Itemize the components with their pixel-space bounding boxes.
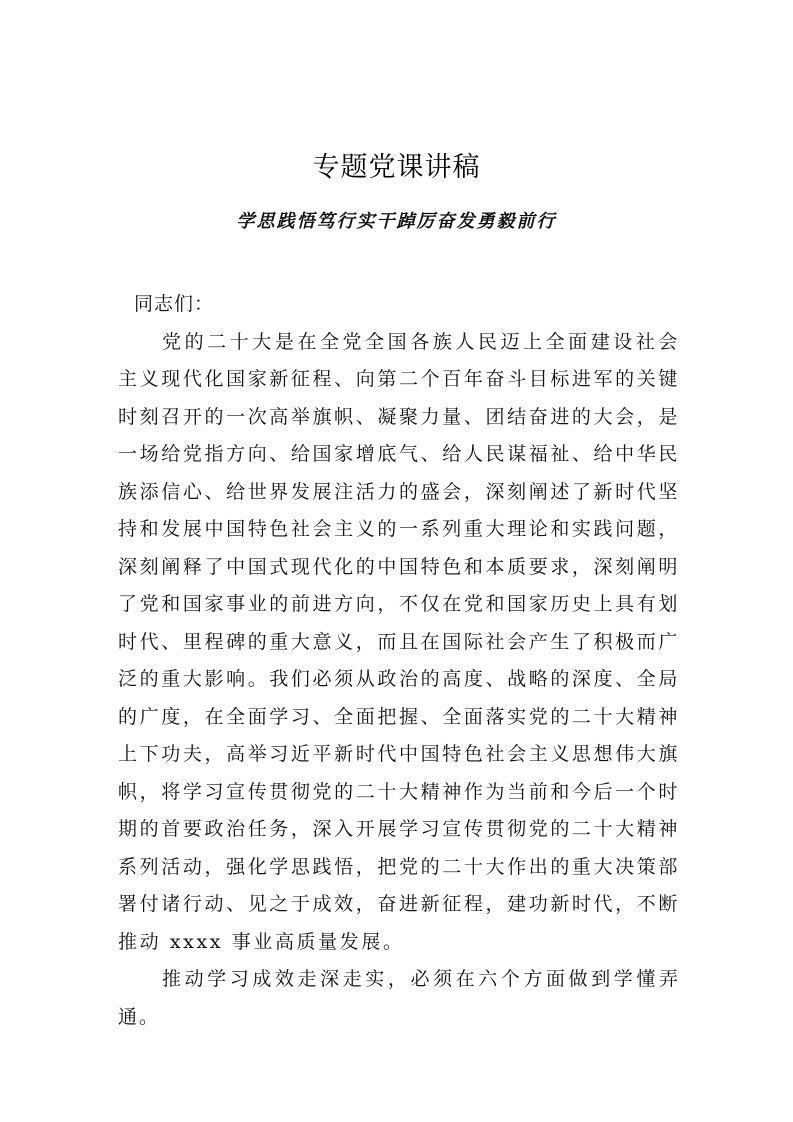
body-paragraph-1: 党的二十大是在全党全国各族人民迈上全面建设社会主义现代化国家新征程、向第二个百年奋斗目标进军的关键时刻召开的一次高举旗帜、凝聚力量、团结奋进的大会，是一场给党指方向、给国家增底气、给人民谋福祉、给中华民族添信心、给世界发展注活力的盛会，深刻阐述了新时代坚持和发展中国特色社会主义的一系列重大理论和实践问题，深刻阐释了中国式现代化的中国特色和本质要求，深刻阐明了党和国家事业的前进方向，不仅在党和国家历史上具有划时代、里程碑的重大意义，而且在国际社会产生了积极而广泛的重大影响。我们必须从政治的高度、战略的深度、全局的广度，在全面学习、全面把握、全面落实党的二十大精神上下功夫，高举习近平新时代中国特色社会主义思想伟大旗帜，将学习宣传贯彻党的二十大精神作为当前和今后一个时期的首要政治任务，深入开展学习宣传贯彻党的二十大精神系列活动，强化学思践悟，把党的二十大作出的重大决策部署付诸行动、见之于成效，奋进新征程，建功新时代，不断推动 xxxx 事业高质量发展。	[118, 330, 680, 953]
document-body	[118, 286, 680, 1036]
document-title: 专题党课讲稿	[312, 152, 481, 183]
salutation: 同志们：	[134, 293, 215, 315]
body-paragraph-2: 推动学习成效走深走实，必须在六个方面做到学懂弄通。	[118, 968, 680, 1028]
document-subtitle: 学思践悟笃行实干踔厉奋发勇毅前行	[236, 211, 557, 232]
